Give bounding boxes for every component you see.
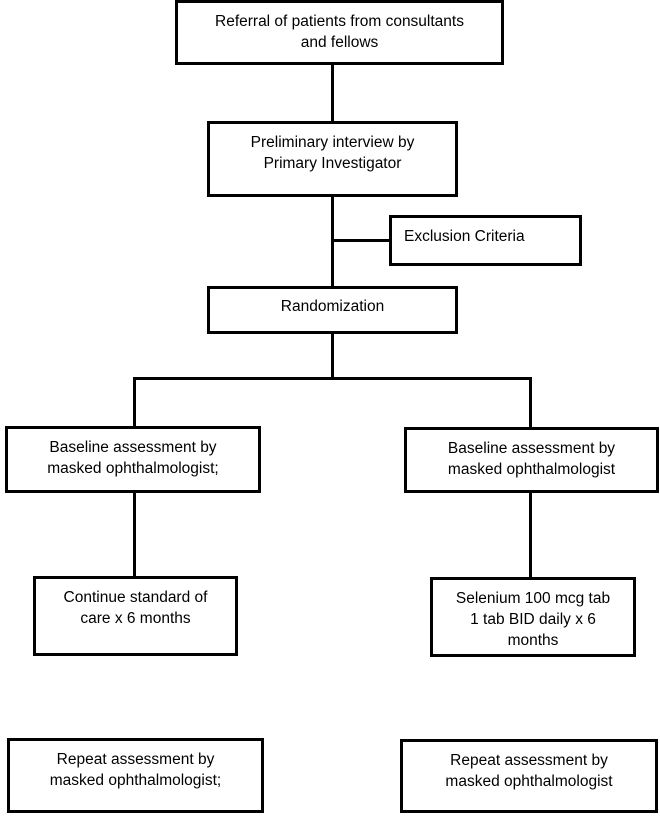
right-treatment-box: Selenium 100 mcg tab 1 tab BID daily x 6 months <box>430 577 636 657</box>
connector-referral-to-interview <box>331 63 334 123</box>
connector-branch-horizontal <box>133 377 532 380</box>
preliminary-interview-box: Preliminary interview by Primary Investigator <box>207 121 458 197</box>
referral-box: Referral of patients from consultants and fellows <box>175 0 504 65</box>
randomization-box: Randomization <box>207 286 458 334</box>
left-repeat-assessment-box: Repeat assessment by masked ophthalmologist; <box>7 738 264 813</box>
connector-randomization-down <box>331 333 334 380</box>
connector-to-exclusion <box>331 239 389 242</box>
connector-branch-left-down <box>133 377 136 427</box>
connector-branch-right-down <box>529 377 532 428</box>
right-repeat-assessment-box: Repeat assessment by masked ophthalmologist <box>400 739 658 813</box>
connector-right-baseline-to-treatment <box>529 491 532 578</box>
connector-left-baseline-to-treatment <box>133 492 136 577</box>
left-baseline-assessment-box: Baseline assessment by masked ophthalmologist; <box>5 426 261 493</box>
exclusion-criteria-box: Exclusion Criteria <box>389 215 582 266</box>
left-treatment-box: Continue standard of care x 6 months <box>33 576 238 656</box>
right-baseline-assessment-box: Baseline assessment by masked ophthalmologist <box>404 427 659 493</box>
